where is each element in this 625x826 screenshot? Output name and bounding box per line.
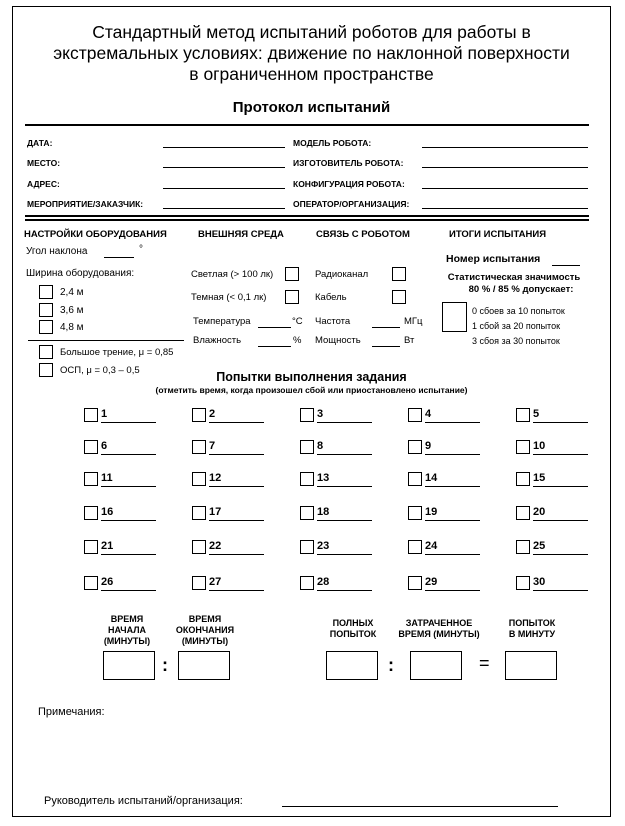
angle-field[interactable] bbox=[104, 257, 134, 258]
attempt-20[interactable] bbox=[516, 506, 588, 522]
attempt-time-field[interactable] bbox=[209, 454, 264, 455]
supervisor-label: Руководитель испытаний/организация: bbox=[44, 795, 243, 807]
light-label: Светлая (> 100 лк) bbox=[191, 269, 274, 280]
attempt-number: 25 bbox=[533, 540, 546, 552]
dark-label: Темная (< 0,1 лк) bbox=[191, 292, 267, 303]
attempt-time-field[interactable] bbox=[101, 520, 156, 521]
attempt-number: 2 bbox=[209, 408, 216, 420]
attempt-time-field[interactable] bbox=[317, 520, 372, 521]
attempt-time-field[interactable] bbox=[425, 590, 480, 591]
rate-box[interactable] bbox=[505, 651, 557, 680]
supervisor-field[interactable] bbox=[282, 806, 558, 807]
attempt-time-field[interactable] bbox=[317, 422, 372, 423]
attempt-time-field[interactable] bbox=[101, 590, 156, 591]
attempt-time-field[interactable] bbox=[317, 454, 372, 455]
address-field[interactable] bbox=[163, 188, 285, 189]
attempt-checkbox[interactable] bbox=[192, 472, 206, 486]
width-3-6-label: 3,6 м bbox=[60, 305, 84, 316]
full-attempts-box[interactable] bbox=[326, 651, 378, 680]
attempt-27[interactable] bbox=[192, 576, 264, 592]
attempt-time-field[interactable] bbox=[317, 486, 372, 487]
attempt-time-field[interactable] bbox=[533, 454, 588, 455]
event-field[interactable] bbox=[163, 208, 285, 209]
high-friction-checkbox[interactable] bbox=[39, 345, 53, 359]
attempt-number: 22 bbox=[209, 540, 222, 552]
attempt-23[interactable] bbox=[300, 540, 372, 556]
frequency-field[interactable] bbox=[372, 327, 400, 328]
divider bbox=[28, 340, 184, 341]
attempt-time-field[interactable] bbox=[533, 520, 588, 521]
attempt-checkbox[interactable] bbox=[192, 506, 206, 520]
attempt-4[interactable] bbox=[408, 408, 480, 424]
attempt-time-field[interactable] bbox=[533, 486, 588, 487]
osb-label: ОСП, μ = 0,3 – 0,5 bbox=[60, 365, 140, 376]
angle-label: Угол наклона bbox=[26, 246, 88, 257]
protocol-heading: Протокол испытаний bbox=[232, 99, 391, 116]
address-label: АДРЕС: bbox=[27, 179, 60, 189]
start-time-header: ВРЕМЯ НАЧАЛА (МИНУТЫ) bbox=[103, 614, 151, 646]
robot-config-label: КОНФИГУРАЦИЯ РОБОТА: bbox=[293, 179, 405, 189]
attempt-time-field[interactable] bbox=[425, 422, 480, 423]
width-3-6-checkbox[interactable] bbox=[39, 303, 53, 317]
attempt-number: 13 bbox=[317, 472, 330, 484]
attempt-7[interactable] bbox=[192, 440, 264, 456]
radio-label: Радиоканал bbox=[315, 269, 369, 280]
attempt-22[interactable] bbox=[192, 540, 264, 556]
colon-separator: : bbox=[388, 655, 394, 675]
attempt-number: 8 bbox=[317, 440, 324, 452]
cable-label: Кабель bbox=[315, 292, 347, 303]
date-field[interactable] bbox=[163, 147, 285, 148]
attempt-number: 19 bbox=[425, 506, 438, 518]
attempt-time-field[interactable] bbox=[209, 520, 264, 521]
divider bbox=[25, 215, 589, 217]
width-2-4-label: 2,4 м bbox=[60, 287, 84, 298]
failures-list: 0 сбоев за 10 попыток 1 сбой за 20 попыток 3 сбоя за 30 попыток bbox=[472, 306, 565, 346]
light-checkbox[interactable] bbox=[285, 267, 299, 281]
attempt-number: 15 bbox=[533, 472, 546, 484]
attempt-time-field[interactable] bbox=[101, 454, 156, 455]
attempt-number: 23 bbox=[317, 540, 330, 552]
humidity-label: Влажность bbox=[193, 335, 242, 346]
attempt-number: 29 bbox=[425, 576, 438, 588]
date-label: ДАТА: bbox=[27, 138, 53, 148]
divider bbox=[25, 124, 589, 126]
attempt-number: 18 bbox=[317, 506, 330, 518]
cable-checkbox[interactable] bbox=[392, 290, 406, 304]
attempt-14[interactable] bbox=[408, 472, 480, 488]
attempt-time-field[interactable] bbox=[533, 554, 588, 555]
rate-header: ПОПЫТОК В МИНУТУ bbox=[508, 618, 556, 639]
attempt-number: 24 bbox=[425, 540, 438, 552]
attempt-9[interactable] bbox=[408, 440, 480, 456]
attempt-checkbox[interactable] bbox=[300, 472, 314, 486]
frequency-unit: МГц bbox=[404, 316, 423, 327]
angle-unit: ° bbox=[139, 244, 143, 255]
attempt-19[interactable] bbox=[408, 506, 480, 522]
attempt-checkbox[interactable] bbox=[408, 440, 422, 454]
attempt-time-field[interactable] bbox=[101, 422, 156, 423]
attempt-time-field[interactable] bbox=[317, 590, 372, 591]
radio-checkbox[interactable] bbox=[392, 267, 406, 281]
test-number-field[interactable] bbox=[552, 265, 580, 266]
attempt-time-field[interactable] bbox=[425, 454, 480, 455]
attempt-checkbox[interactable] bbox=[516, 408, 530, 422]
temperature-field[interactable] bbox=[258, 327, 291, 328]
attempt-checkbox[interactable] bbox=[84, 540, 98, 554]
attempt-checkbox[interactable] bbox=[192, 440, 206, 454]
attempt-checkbox[interactable] bbox=[192, 408, 206, 422]
attempts-heading: Попытки выполнения задания bbox=[216, 370, 407, 384]
attempt-time-field[interactable] bbox=[317, 554, 372, 555]
attempt-checkbox[interactable] bbox=[516, 576, 530, 590]
power-field[interactable] bbox=[372, 346, 400, 347]
attempt-number: 3 bbox=[317, 408, 324, 420]
attempt-time-field[interactable] bbox=[209, 422, 264, 423]
place-field[interactable] bbox=[163, 167, 285, 168]
attempt-number: 28 bbox=[317, 576, 330, 588]
attempt-checkbox[interactable] bbox=[408, 472, 422, 486]
humidity-field[interactable] bbox=[258, 346, 291, 347]
attempt-3[interactable] bbox=[300, 408, 372, 424]
attempt-number: 14 bbox=[425, 472, 438, 484]
width-4-8-label: 4,8 м bbox=[60, 322, 84, 333]
attempt-checkbox[interactable] bbox=[516, 440, 530, 454]
attempt-number: 21 bbox=[101, 540, 114, 552]
attempt-checkbox[interactable] bbox=[84, 408, 98, 422]
attempt-number: 16 bbox=[101, 506, 114, 518]
power-label: Мощность bbox=[315, 335, 361, 346]
test-number-label: Номер испытания bbox=[446, 253, 541, 265]
attempt-number: 1 bbox=[101, 408, 108, 420]
full-attempts-header: ПОЛНЫХ ПОПЫТОК bbox=[329, 618, 377, 639]
colon-separator: : bbox=[162, 655, 168, 675]
attempt-time-field[interactable] bbox=[425, 554, 480, 555]
attempt-6[interactable] bbox=[84, 440, 156, 456]
attempt-time-field[interactable] bbox=[425, 486, 480, 487]
robot-maker-field[interactable] bbox=[422, 167, 588, 168]
attempt-time-field[interactable] bbox=[425, 520, 480, 521]
attempt-number: 4 bbox=[425, 408, 432, 420]
attempt-checkbox[interactable] bbox=[516, 472, 530, 486]
attempt-number: 27 bbox=[209, 576, 222, 588]
end-time-header: ВРЕМЯ ОКОНЧАНИЯ (МИНУТЫ) bbox=[175, 614, 235, 646]
width-label: Ширина оборудования: bbox=[26, 268, 135, 279]
attempt-16[interactable] bbox=[84, 506, 156, 522]
attempt-checkbox[interactable] bbox=[84, 576, 98, 590]
operator-label: ОПЕРАТОР/ОРГАНИЗАЦИЯ: bbox=[293, 199, 410, 209]
place-label: МЕСТО: bbox=[27, 158, 61, 168]
attempt-checkbox[interactable] bbox=[84, 506, 98, 520]
equals-sign: = bbox=[479, 653, 490, 673]
results-heading: ИТОГИ ИСПЫТАНИЯ bbox=[449, 229, 547, 240]
power-unit: Вт bbox=[404, 335, 415, 346]
attempt-time-field[interactable] bbox=[209, 590, 264, 591]
attempt-time-field[interactable] bbox=[209, 554, 264, 555]
attempt-time-field[interactable] bbox=[101, 486, 156, 487]
attempt-number: 5 bbox=[533, 408, 540, 420]
attempt-26[interactable] bbox=[84, 576, 156, 592]
attempt-11[interactable] bbox=[84, 472, 156, 488]
attempt-checkbox[interactable] bbox=[408, 540, 422, 554]
event-label: МЕРОПРИЯТИЕ/ЗАКАЗЧИК: bbox=[27, 199, 144, 209]
end-time-box[interactable] bbox=[178, 651, 230, 680]
robot-model-field[interactable] bbox=[422, 147, 588, 148]
attempt-checkbox[interactable] bbox=[192, 576, 206, 590]
attempt-checkbox[interactable] bbox=[516, 506, 530, 520]
environment-heading: ВНЕШНЯЯ СРЕДА bbox=[198, 229, 284, 240]
attempt-checkbox[interactable] bbox=[408, 576, 422, 590]
attempt-checkbox[interactable] bbox=[300, 540, 314, 554]
attempt-28[interactable] bbox=[300, 576, 372, 592]
attempt-2[interactable] bbox=[192, 408, 264, 424]
width-4-8-checkbox[interactable] bbox=[39, 320, 53, 334]
attempt-checkbox[interactable] bbox=[516, 540, 530, 554]
attempt-number: 17 bbox=[209, 506, 222, 518]
temperature-label: Температура bbox=[193, 316, 251, 327]
attempt-number: 9 bbox=[425, 440, 432, 452]
attempt-time-field[interactable] bbox=[101, 554, 156, 555]
attempt-number: 7 bbox=[209, 440, 216, 452]
operator-field[interactable] bbox=[422, 208, 588, 209]
dark-checkbox[interactable] bbox=[285, 290, 299, 304]
spent-time-box[interactable] bbox=[410, 651, 462, 680]
temperature-unit: °C bbox=[292, 316, 303, 327]
frequency-label: Частота bbox=[315, 316, 351, 327]
comms-heading: СВЯЗЬ С РОБОТОМ bbox=[316, 229, 410, 240]
attempt-number: 12 bbox=[209, 472, 222, 484]
robot-config-field[interactable] bbox=[422, 188, 588, 189]
equipment-heading: НАСТРОЙКИ ОБОРУДОВАНИЯ bbox=[24, 229, 167, 240]
attempt-1[interactable] bbox=[84, 408, 156, 424]
divider bbox=[25, 219, 589, 221]
attempt-24[interactable] bbox=[408, 540, 480, 556]
width-2-4-checkbox[interactable] bbox=[39, 285, 53, 299]
robot-maker-label: ИЗГОТОВИТЕЛЬ РОБОТА: bbox=[293, 158, 404, 168]
attempt-15[interactable] bbox=[516, 472, 588, 488]
attempt-checkbox[interactable] bbox=[84, 472, 98, 486]
attempt-number: 20 bbox=[533, 506, 546, 518]
attempt-21[interactable] bbox=[84, 540, 156, 556]
attempt-time-field[interactable] bbox=[533, 590, 588, 591]
attempt-time-field[interactable] bbox=[533, 422, 588, 423]
attempt-number: 10 bbox=[533, 440, 546, 452]
robot-model-label: МОДЕЛЬ РОБОТА: bbox=[293, 138, 372, 148]
attempt-number: 26 bbox=[101, 576, 114, 588]
attempt-12[interactable] bbox=[192, 472, 264, 488]
notes-label: Примечания: bbox=[38, 706, 105, 718]
attempt-25[interactable] bbox=[516, 540, 588, 556]
start-time-box[interactable] bbox=[103, 651, 155, 680]
attempt-number: 11 bbox=[101, 472, 113, 484]
attempt-18[interactable] bbox=[300, 506, 372, 522]
attempt-29[interactable] bbox=[408, 576, 480, 592]
attempt-8[interactable] bbox=[300, 440, 372, 456]
attempt-number: 6 bbox=[101, 440, 108, 452]
attempt-checkbox[interactable] bbox=[408, 408, 422, 422]
attempt-30[interactable] bbox=[516, 576, 588, 592]
attempt-checkbox[interactable] bbox=[300, 408, 314, 422]
attempt-10[interactable] bbox=[516, 440, 588, 456]
attempt-checkbox[interactable] bbox=[408, 506, 422, 520]
significance-box[interactable] bbox=[442, 302, 467, 332]
attempt-time-field[interactable] bbox=[209, 486, 264, 487]
spent-time-header: ЗАТРАЧЕННОЕ ВРЕМЯ (МИНУТЫ) bbox=[398, 618, 480, 639]
attempt-checkbox[interactable] bbox=[192, 540, 206, 554]
attempt-checkbox[interactable] bbox=[300, 576, 314, 590]
form-title: Стандартный метод испытаний роботов для работы в экстремальных условиях: движение по наклонной поверхности в ограниченном пространстве bbox=[53, 22, 570, 84]
attempt-number: 30 bbox=[533, 576, 546, 588]
attempt-checkbox[interactable] bbox=[300, 506, 314, 520]
attempt-17[interactable] bbox=[192, 506, 264, 522]
significance-text: Статистическая значимость 80 % / 85 % допускает: bbox=[447, 272, 581, 295]
attempt-checkbox[interactable] bbox=[84, 440, 98, 454]
attempt-checkbox[interactable] bbox=[300, 440, 314, 454]
attempts-note: (отметить время, когда произошел сбой или приостановлено испытание) bbox=[155, 385, 468, 395]
high-friction-label: Большое трение, μ = 0,85 bbox=[60, 347, 174, 358]
attempt-5[interactable] bbox=[516, 408, 588, 424]
attempt-13[interactable] bbox=[300, 472, 372, 488]
humidity-unit: % bbox=[293, 335, 302, 346]
